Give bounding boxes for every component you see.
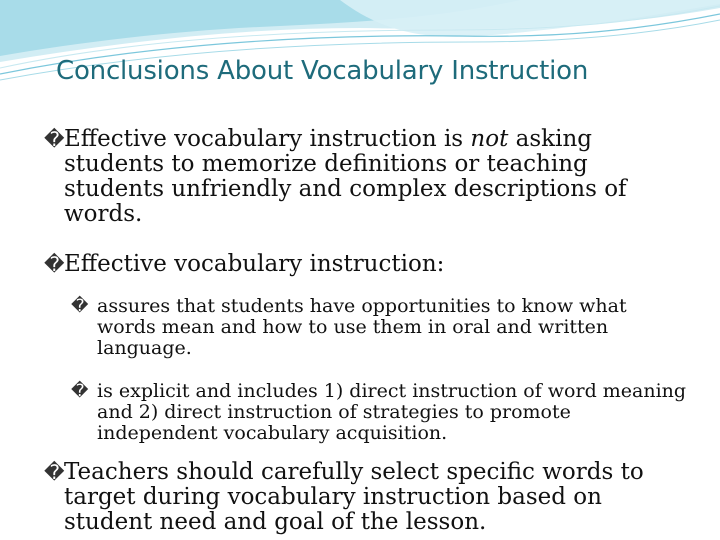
subbullet-2 <box>71 380 687 444</box>
bullet-3 <box>44 459 684 535</box>
bullet-marker-icon: � <box>44 460 65 484</box>
subbullet-2-text: is explicit and includes 1) direct instruction of word meaning and 2) direct instruction of strategies to promote independent vocabulary acquisition. <box>97 380 687 444</box>
bullet-marker-icon: � <box>44 127 65 151</box>
bullet-marker-icon: � <box>44 252 65 276</box>
bullet-1-text-start: Effective vocabulary instruction is <box>64 126 471 152</box>
bullet-2-text: Effective vocabulary instruction: <box>64 251 445 277</box>
bullet-1-text-end: asking students to memorize definitions or teaching students unfriendly and complex descriptions of words. <box>64 126 627 227</box>
bullet-2 <box>44 251 664 277</box>
subbullet-marker-icon: � <box>71 296 89 316</box>
bullet-3-text: Teachers should carefully select specific words to target during vocabulary instruction based on student need and goal of the lesson. <box>64 459 644 535</box>
bullet-1-emphasis: not <box>470 126 509 152</box>
slide-title: Conclusions About Vocabulary Instruction <box>56 56 589 86</box>
subbullet-1-text: assures that students have opportunities to know what words mean and how to use them in oral and written language. <box>97 295 627 359</box>
subbullet-1 <box>71 295 687 359</box>
subbullet-marker-icon: � <box>71 381 89 401</box>
bullet-1 <box>44 126 664 227</box>
